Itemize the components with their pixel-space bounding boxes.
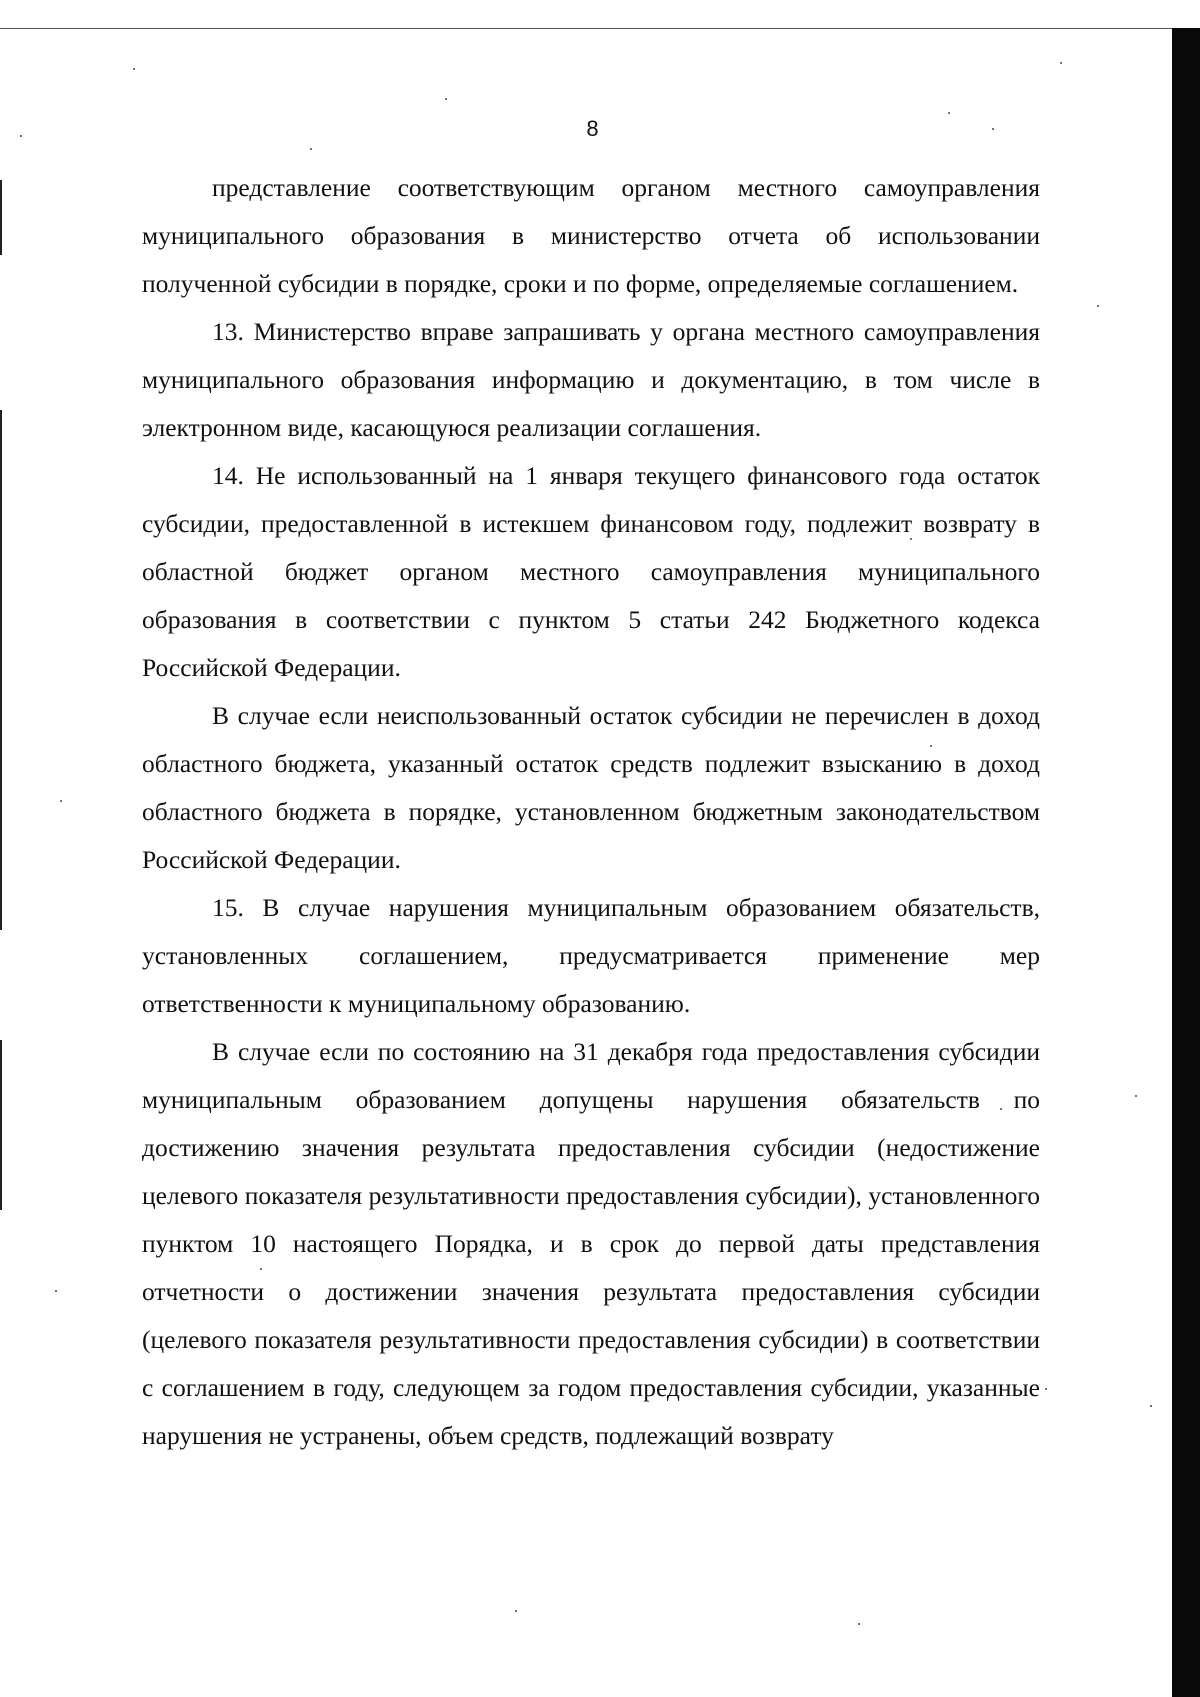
scan-speck [60, 800, 62, 802]
paragraph-15-violation-measures: 15. В случае нарушения муниципальным образованием обязательств, установленных соглашением, предусматривается применение мер ответственности к муниципальному образованию. [142, 893, 1040, 1018]
scan-speck [310, 148, 312, 150]
top-border-line [0, 28, 1175, 29]
scan-left-edge-mark [0, 180, 2, 255]
scan-speck [948, 112, 950, 114]
scan-left-edge-mark [0, 1040, 2, 1210]
paragraph-unreturned-balance-recovery: В случае если неиспользованный остаток субсидии не перечислен в доход областного бюджета, указанный остаток средств подлежит взысканию в доход областного бюджета в порядке, установленном бюджетным законодательством Российской Федерации. [142, 701, 1040, 874]
scan-speck [445, 98, 447, 100]
scan-left-edge-mark [0, 410, 2, 930]
document-body [142, 164, 1040, 1460]
scan-speck [1045, 1388, 1047, 1390]
scan-speck [55, 1290, 57, 1292]
scan-speck [858, 1623, 860, 1625]
scan-speck [1135, 1095, 1137, 1097]
scan-speck [1150, 1405, 1152, 1407]
page-number: 8 [586, 116, 599, 141]
paragraph-14-unused-balance-return: 14. Не использованный на 1 января текущего финансового года остаток субсидии, предоставленной в истекшем финансовом году, подлежит возврату в областной бюджет органом местного самоуправления муниципального образования в соответствии с пунктом 5 статьи 242 Бюджетного кодекса Российской Федерации. [142, 461, 1040, 682]
scan-speck [1097, 305, 1099, 307]
scan-speck [133, 68, 135, 70]
scan-speck [515, 1610, 517, 1612]
scan-edge-shadow [1172, 28, 1200, 1697]
scan-speck [1060, 62, 1062, 64]
paragraph-report-submission: представление соответствующим органом местного самоуправления муниципального образования в министерство отчета об использовании полученной субсидии в порядке, сроки и по форме, определяемые соглашением. [142, 173, 1040, 298]
paragraph-13-information-request: 13. Министерство вправе запрашивать у органа местного самоуправления муниципального образования информацию и документацию, в том числе в электронном виде, касающуюся реализации соглашения. [142, 317, 1040, 442]
paragraph-december-31-violations: В случае если по состоянию на 31 декабря года предоставления субсидии муниципальным образованием допущены нарушения обязательств по достижению значения результата предоставления субсидии (недостижение целевого показателя результативности предоставления субсидии), установленного пунктом 10 настоящего Порядка, и в срок до первой даты представления отчетности о достижении значения результата предоставления субсидии (целевого показателя результативности предоставления субсидии) в соответствии с соглашением в году, следующем за годом предоставления субсидии, указанные нарушения не устранены, объем средств, подлежащий возврату [142, 1037, 1040, 1450]
